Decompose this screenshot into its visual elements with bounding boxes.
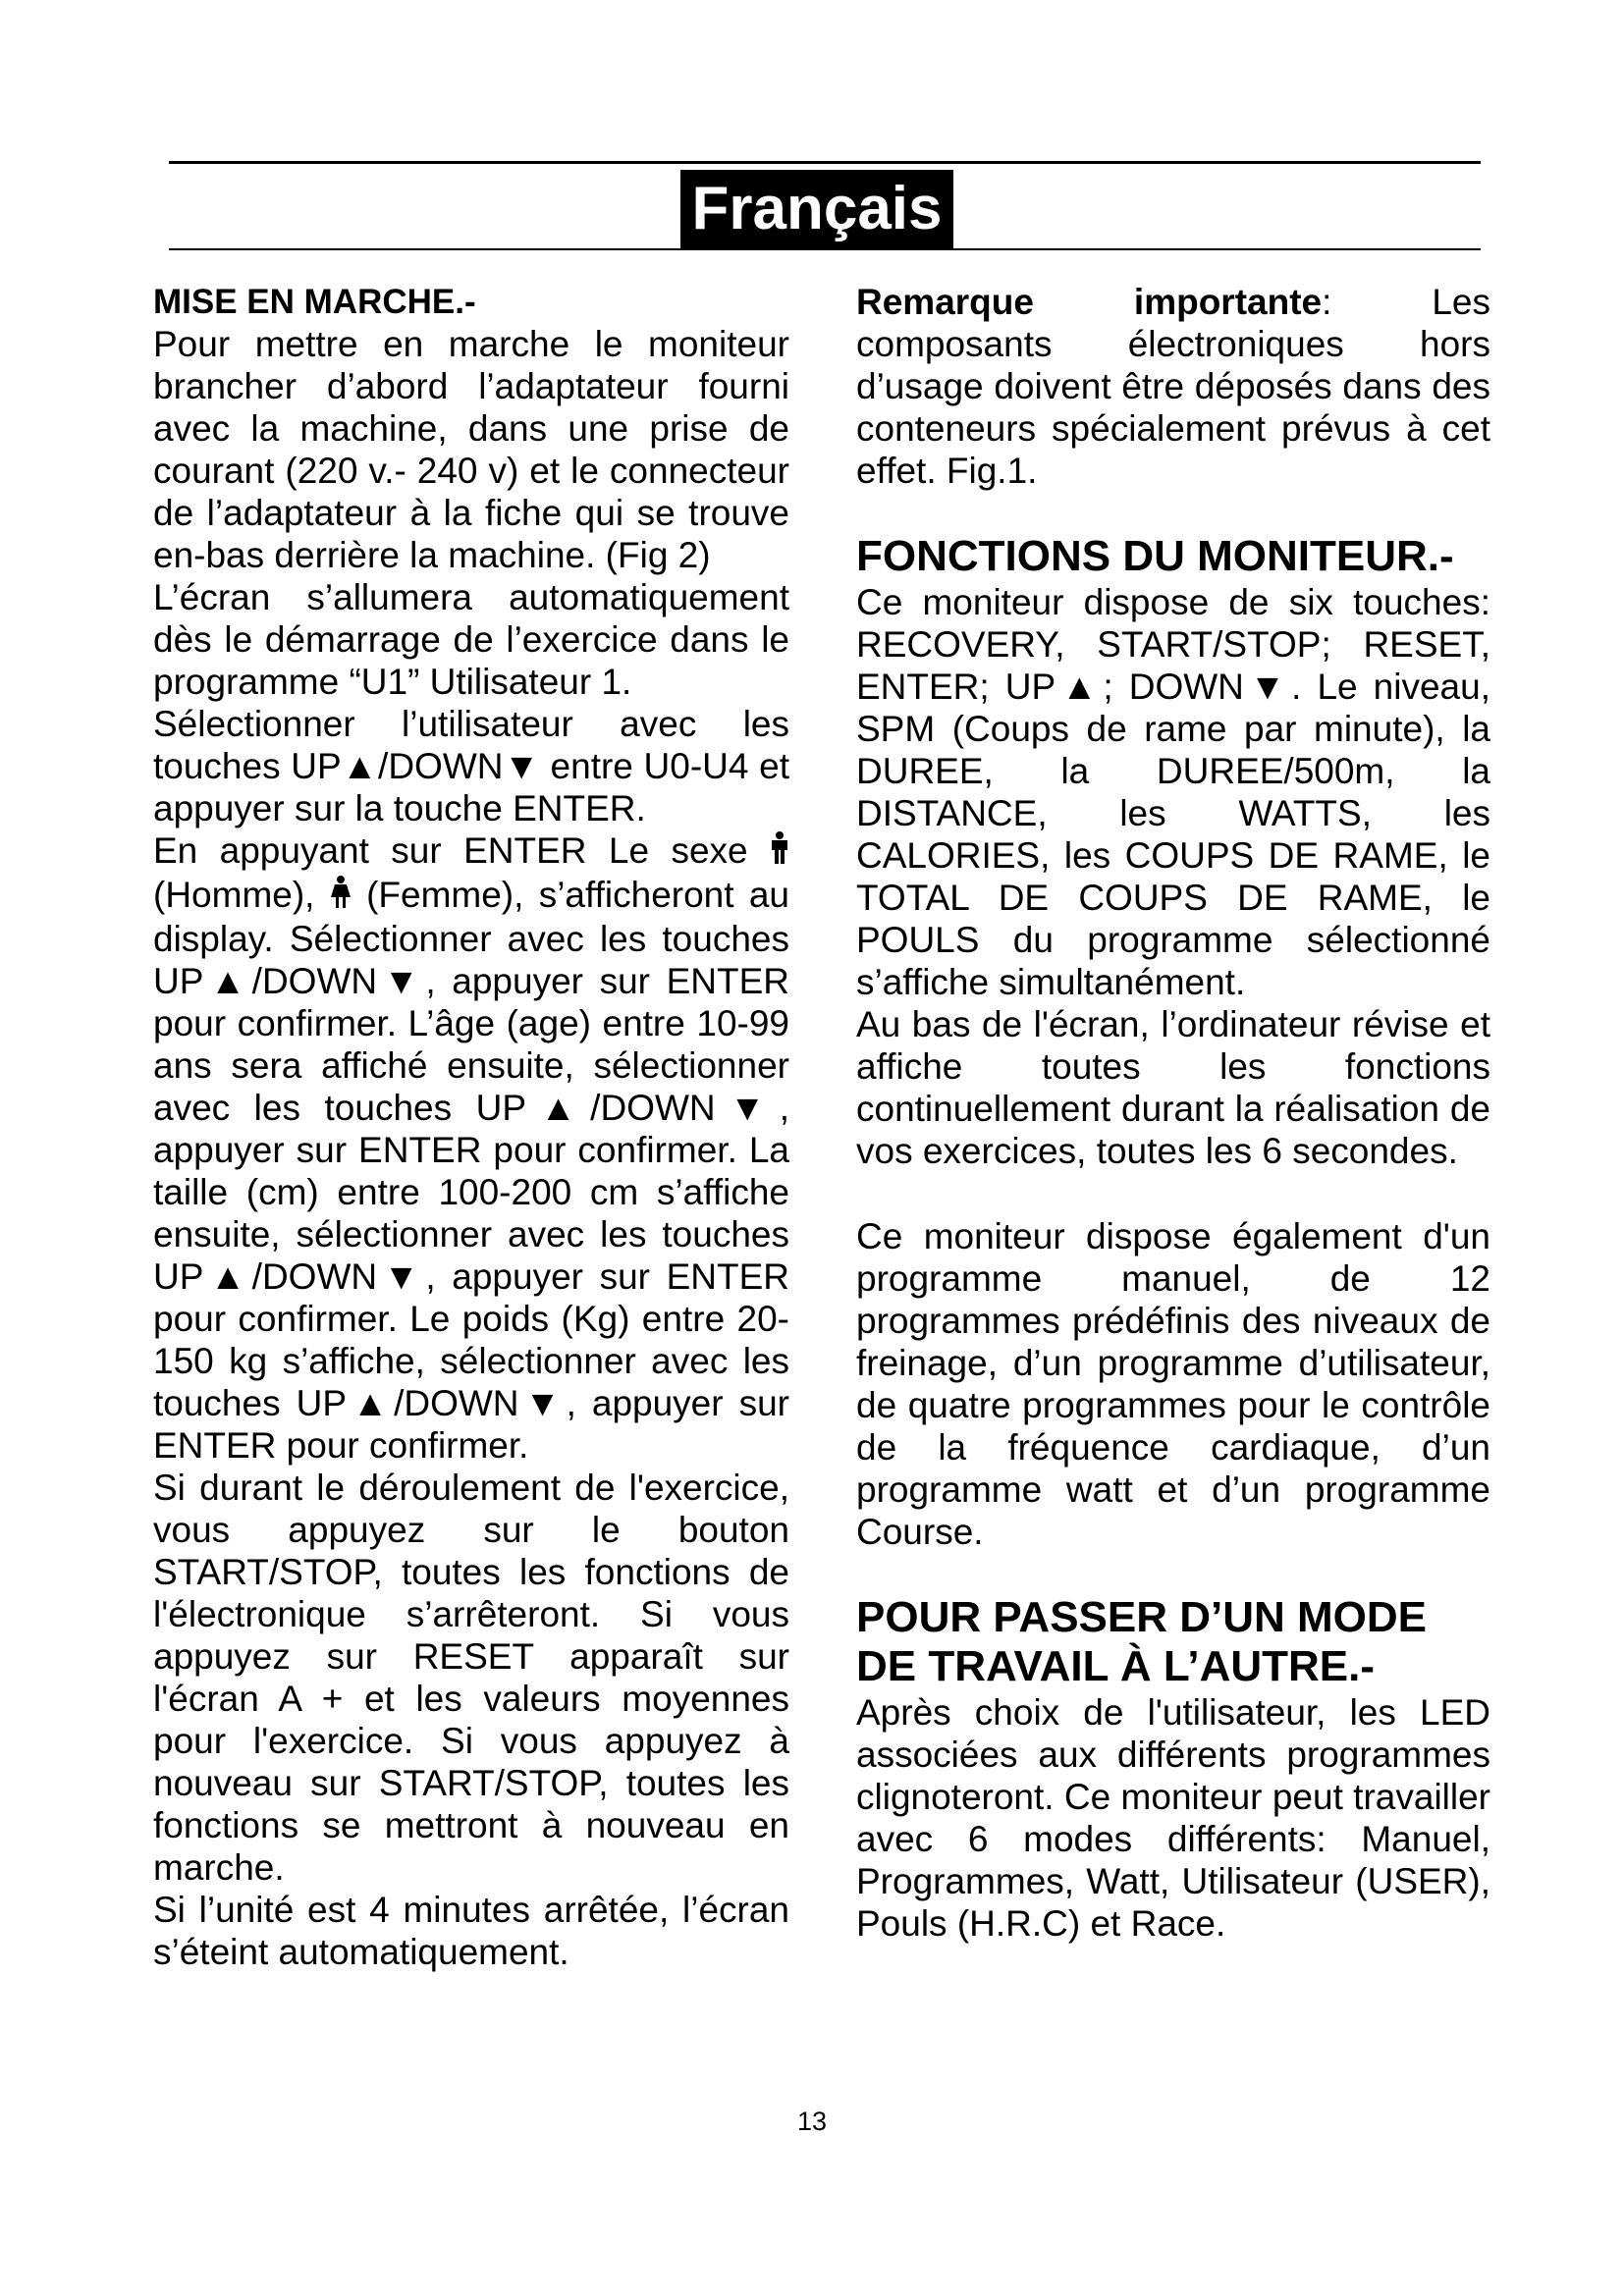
paragraph: Ce moniteur dispose de six touches: RECOVERY, START/STOP; RESET, ENTER; UP▲; DOWN▼. Le niveau, SPM (Coups de rame par minute), la DUREE, la DUREE/500m, la DISTANCE, les WATTS, les CALORIES, les COUPS DE RAME, le TOTAL DE COUPS DE RAME, le POULS du programme sélectionné s’affiche simultanément. xyxy=(856,582,1490,1002)
section-heading-fonctions: FONCTIONS DU MONITEUR.- xyxy=(856,532,1454,580)
male-figure-icon xyxy=(770,831,789,874)
paragraph: Ce moniteur dispose également d'un programme manuel, de 12 programmes prédéfinis des niveaux de freinage, d’un programme d’utilisateur, de quatre programmes pour le contrôle de la fréquence cardiaque, d’un programme watt et d’un programme Course. xyxy=(856,1216,1490,1552)
paragraph: L’écran s’allumera automatiquement dès le démarrage de l’exercice dans le programme “U1” Utilisateur 1. xyxy=(153,577,789,702)
paragraph: Pour mettre en marche le moniteur brancher d’abord l’adaptateur fourni avec la machine, dans une prise de courant (220 v.- 240 v) et le connecteur de l’adaptateur à la fiche qui se trouve en-bas derrière la machine. (Fig 2) xyxy=(153,324,789,575)
language-title: Français xyxy=(680,170,953,248)
remark-text: : Les composants électroniques hors d’usage doivent être déposés dans des conteneurs spécialement prévus à cet effet. Fig.1. xyxy=(856,282,1490,491)
text-fragment: En appuyant sur ENTER Le sexe xyxy=(153,830,748,871)
right-column xyxy=(856,281,1490,1945)
text-fragment: (Homme), xyxy=(153,875,315,915)
page-number: 13 xyxy=(796,2107,828,2136)
important-remark xyxy=(856,281,1490,492)
header-rule-top xyxy=(169,161,1481,164)
paragraph: Si l’unité est 4 minutes arrêtée, l’écran s’éteint automatiquement. xyxy=(153,1890,789,1972)
section-heading-modes: POUR PASSER D’UN MODE DE TRAVAIL À L’AUTRE.- xyxy=(856,1593,1428,1690)
paragraph: Au bas de l'écran, l’ordinateur révise et affiche toutes les fonctions continuellement durant la réalisation de vos exercices, toutes les 6 secondes. xyxy=(856,1004,1490,1171)
paragraph: Si durant le déroulement de l'exercice, vous appuyez sur le bouton START/STOP, toutes les fonctions de l'électronique s’arrêteront. Si vous appuyez sur RESET apparaît sur l'écran A + et les valeurs moyennes pour l'exercice. Si vous appuyez à nouveau sur START/STOP, toutes les fonctions se mettront à nouveau en marche. xyxy=(153,1468,789,1888)
paragraph-sex-selection xyxy=(153,829,789,1467)
remark-label: Remarque importante xyxy=(856,282,1323,322)
female-figure-icon xyxy=(330,876,352,918)
header-rule-bottom xyxy=(169,248,1481,250)
paragraph: Après choix de l'utilisateur, les LED associées aux différents programmes clignoteront. Ce moniteur peut travailler avec 6 modes différents: Manuel, Programmes, Watt, Utilisateur (USER), Pouls (H.R.C) et Race. xyxy=(856,1692,1490,1944)
left-column xyxy=(153,281,789,1973)
section-heading-mise-en-marche: MISE EN MARCHE.- xyxy=(153,283,476,321)
paragraph: Sélectionner l’utilisateur avec les touches UP▲/DOWN▼ entre U0-U4 et appuyer sur la touche ENTER. xyxy=(153,704,789,828)
text-fragment: (Femme), s’afficheront au display. Sélectionner avec les touches UP▲/DOWN▼, appuyer sur ENTER pour confirmer. L’âge (age) entre 10-99 ans sera affiché ensuite, sélectionner avec les touches UP▲/DOWN▼, appuyer sur ENTER pour confirmer. La taille (cm) entre 100-200 cm s’affiche ensuite, sélectionner avec les touches UP▲/DOWN▼, appuyer sur ENTER pour confirmer. Le poids (Kg) entre 20-150 kg s’affiche, sélectionner avec les touches UP▲/DOWN▼, appuyer sur ENTER pour confirmer. xyxy=(153,875,789,1466)
